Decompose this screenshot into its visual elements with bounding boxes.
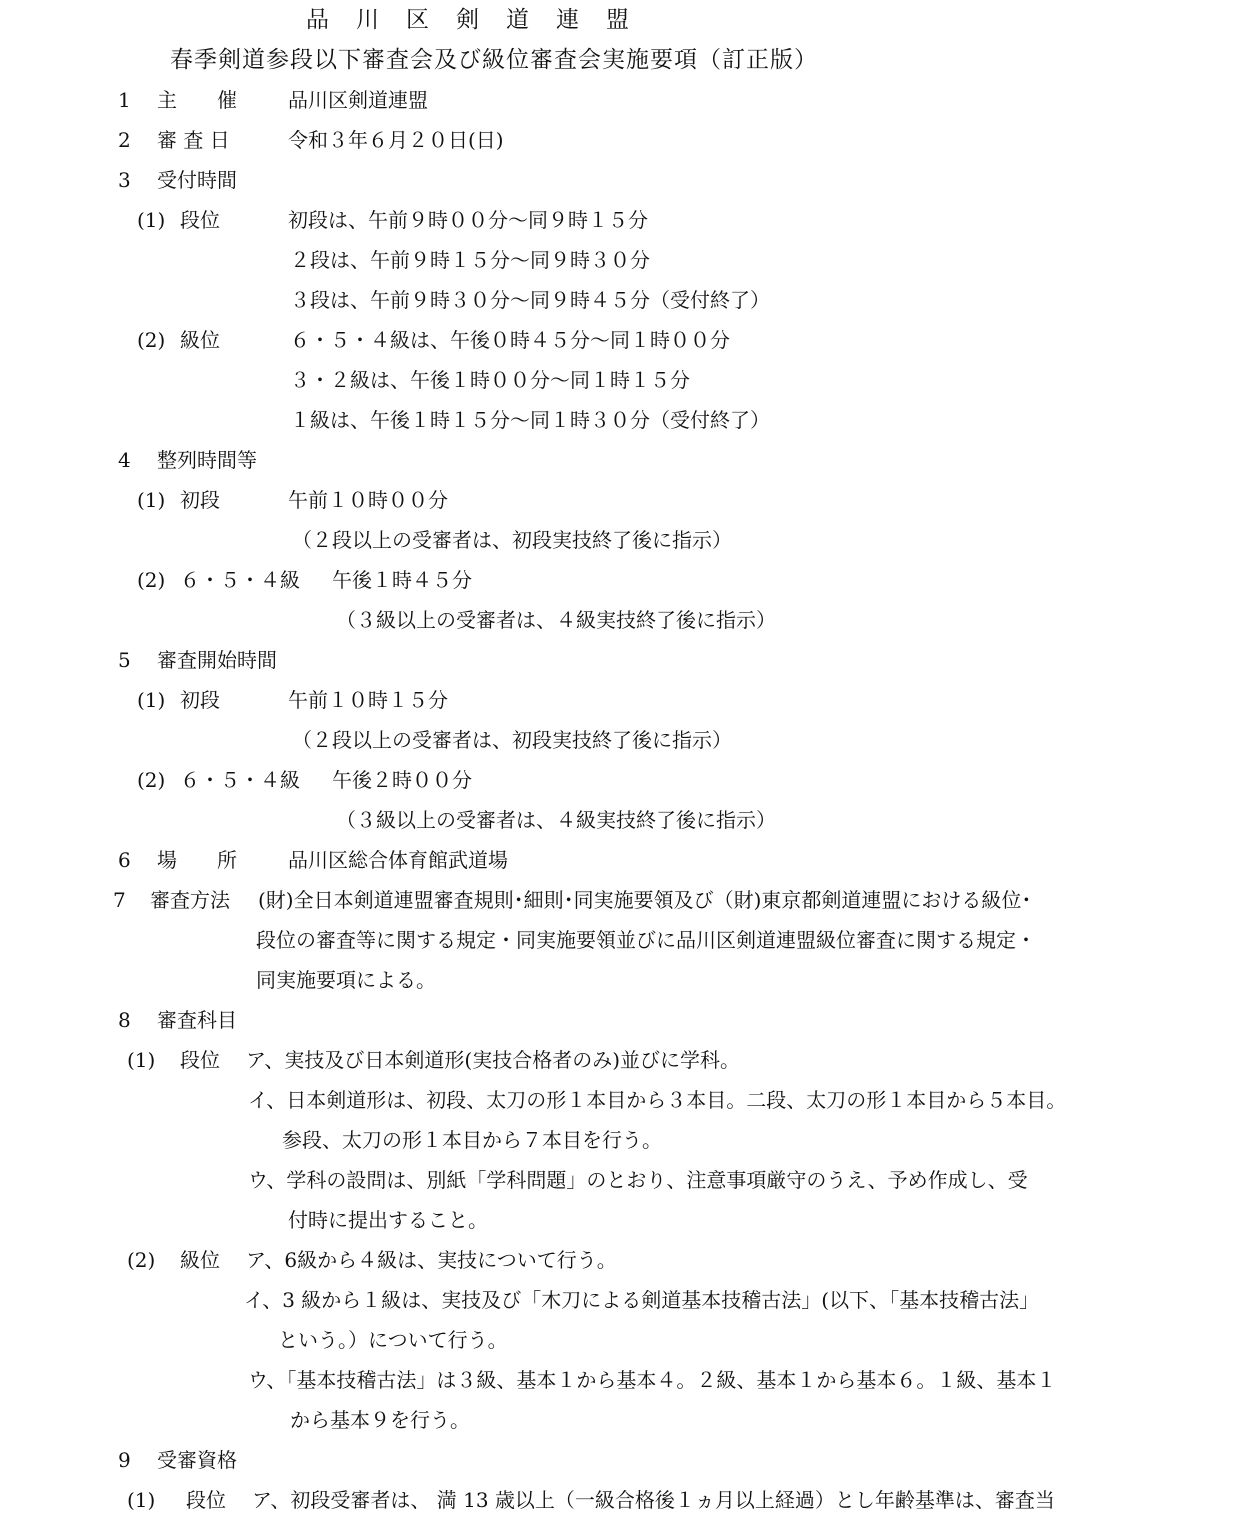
item-value: 午前１０時１５分 bbox=[288, 688, 448, 712]
item-number: (2) bbox=[137, 328, 166, 352]
item-note: （２段以上の受審者は、初段実技終了後に指示） bbox=[292, 528, 732, 552]
dan-subject-u-line-1: ウ、学科の設問は、別紙「学科問題」のとおり、注意事項厳守のうえ、予め作成し、受 bbox=[248, 1168, 1028, 1192]
section-label: 審査方法 bbox=[150, 888, 230, 912]
section-number: 1 bbox=[118, 88, 131, 112]
section-label: 受付時間 bbox=[157, 168, 237, 192]
item-number: (1) bbox=[137, 488, 166, 512]
section-label: 場 所 bbox=[157, 848, 237, 872]
section-number: 6 bbox=[118, 848, 131, 872]
method-line-2: 段位の審査等に関する規定・同実施要領並びに品川区剣道連盟級位審査に関する規定・ bbox=[256, 928, 1036, 952]
section-number: 8 bbox=[118, 1008, 131, 1032]
kyu-subject-i-line-1: イ、3 級から１級は、実技及び「木刀による剣道基本技稽古法」(以下、「基本技稽古法」 bbox=[244, 1288, 1040, 1312]
item-number: (2) bbox=[137, 768, 166, 792]
item-label: 段位 bbox=[186, 1488, 226, 1512]
reception-dan-3: ３段は、午前９時３０分〜同９時４５分（受付終了） bbox=[290, 288, 770, 312]
reception-kyu-3: １級は、午後１時１５分〜同１時３０分（受付終了） bbox=[290, 408, 770, 432]
section-label: 審 査 日 bbox=[157, 128, 230, 152]
item-label: 級位 bbox=[180, 1248, 220, 1272]
item-label: 段位 bbox=[180, 1048, 220, 1072]
item-label: 段位 bbox=[180, 208, 220, 232]
eligibility-dan-a: ア、初段受審者は、 満 13 歳以上（一級合格後１ヵ月以上経過）とし年齢基準は、審査当 bbox=[252, 1488, 1055, 1512]
section-label: 受審資格 bbox=[157, 1448, 237, 1472]
item-number: (2) bbox=[127, 1248, 156, 1272]
kyu-subject-u-line-2: から基本９を行う。 bbox=[290, 1408, 470, 1432]
item-note: （３級以上の受審者は、４級実技終了後に指示） bbox=[336, 808, 776, 832]
item-label: ６・５・４級 bbox=[180, 568, 300, 592]
section-label: 審査科目 bbox=[157, 1008, 237, 1032]
reception-kyu-2: ３・２級は、午後１時００分〜同１時１５分 bbox=[290, 368, 690, 392]
section-label: 主 催 bbox=[157, 88, 237, 112]
item-value: 午後１時４５分 bbox=[332, 568, 472, 592]
item-value: 午後２時００分 bbox=[332, 768, 472, 792]
section-value: 令和３年６月２０日(日) bbox=[288, 128, 504, 152]
item-label: 初段 bbox=[180, 488, 220, 512]
item-note: （２段以上の受審者は、初段実技終了後に指示） bbox=[292, 728, 732, 752]
item-number: (1) bbox=[137, 208, 166, 232]
dan-subject-a: ア、実技及び日本剣道形(実技合格者のみ)並びに学科。 bbox=[246, 1048, 741, 1072]
item-label: 級位 bbox=[180, 328, 220, 352]
section-value: 品川区総合体育館武道場 bbox=[288, 848, 508, 872]
organization-title: 品川区剣道連盟 bbox=[306, 7, 656, 33]
section-label: 整列時間等 bbox=[157, 448, 257, 472]
dan-subject-i-line-1: イ、日本剣道形は、初段、太刀の形１本目から３本目。二段、太刀の形１本目から５本目。 bbox=[248, 1088, 1067, 1112]
section-number: 9 bbox=[118, 1448, 131, 1472]
reception-dan-1: 初段は、午前９時００分〜同９時１５分 bbox=[288, 208, 648, 232]
kyu-subject-u-line-1: ウ、「基本技稽古法」は３級、基本１から基本４。２級、基本１から基本６。１級、基本１ bbox=[248, 1368, 1057, 1392]
item-note: （３級以上の受審者は、４級実技終了後に指示） bbox=[336, 608, 776, 632]
section-label: 審査開始時間 bbox=[157, 648, 277, 672]
item-label: 初段 bbox=[180, 688, 220, 712]
item-number: (1) bbox=[137, 688, 166, 712]
section-number: 3 bbox=[118, 168, 131, 192]
section-number: 7 bbox=[113, 888, 126, 912]
item-value: 午前１０時００分 bbox=[288, 488, 448, 512]
section-value: 品川区剣道連盟 bbox=[288, 88, 428, 112]
method-line-1: (財)全日本剣道連盟審査規則･細則･同実施要領及び（財)東京都剣道連盟における級位･ bbox=[258, 888, 1032, 912]
item-number: (2) bbox=[137, 568, 166, 592]
section-number: 5 bbox=[118, 648, 131, 672]
reception-kyu-1: ６・５・４級は、午後０時４５分〜同１時００分 bbox=[290, 328, 730, 352]
dan-subject-u-line-2: 付時に提出すること。 bbox=[288, 1208, 488, 1232]
method-line-3: 同実施要項による。 bbox=[256, 968, 436, 992]
item-label: ６・５・４級 bbox=[180, 768, 300, 792]
dan-subject-i-line-2: 参段、太刀の形１本目から７本目を行う。 bbox=[282, 1128, 662, 1152]
kyu-subject-a: ア、6級から４級は、実技について行う。 bbox=[246, 1248, 617, 1272]
reception-dan-2: ２段は、午前９時１５分〜同９時３０分 bbox=[290, 248, 650, 272]
kyu-subject-i-line-2: という。）について行う。 bbox=[278, 1328, 508, 1352]
item-number: (1) bbox=[127, 1048, 156, 1072]
section-number: 4 bbox=[118, 448, 131, 472]
section-number: 2 bbox=[118, 128, 131, 152]
document-title: 春季剣道参段以下審査会及び級位審査会実施要項（訂正版） bbox=[170, 47, 818, 73]
item-number: (1) bbox=[127, 1488, 156, 1512]
